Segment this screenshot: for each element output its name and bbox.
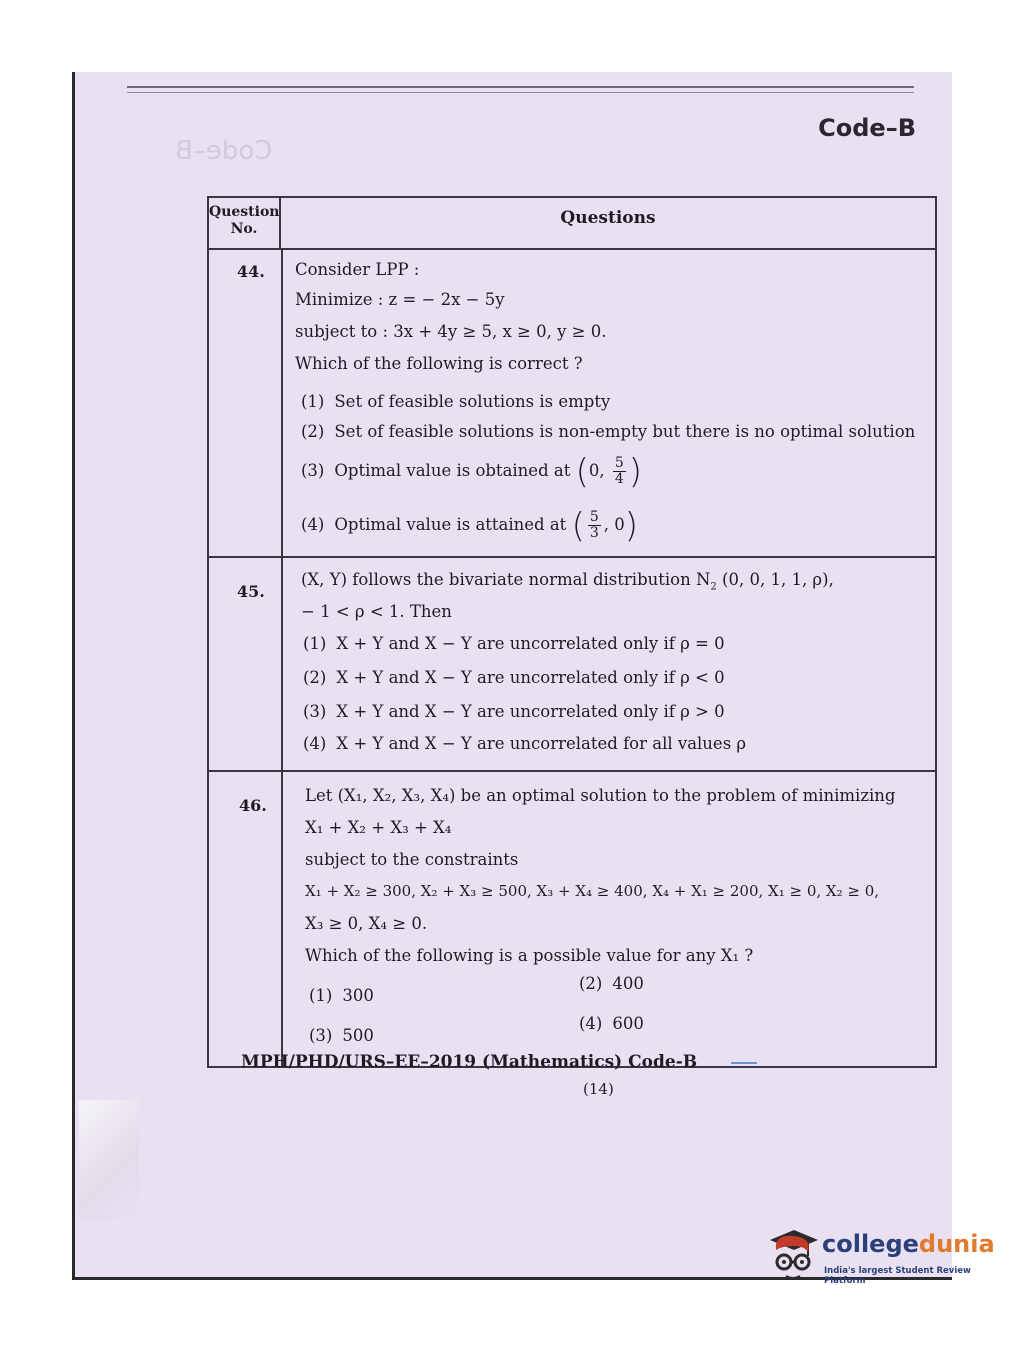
brand-accent: dunia [918, 1230, 995, 1258]
q44-option-3 [301, 451, 643, 492]
option-text: X + Y and X − Y are uncorrelated only if ρ > 0 [336, 702, 725, 721]
option-text: 300 [342, 986, 374, 1005]
page-top-rule-thin [127, 92, 914, 93]
option-text: Optimal value is obtained at [334, 461, 571, 480]
point-y: , 0 [603, 515, 625, 534]
fraction-numerator: 5 [614, 455, 624, 471]
option-text: Set of feasible solutions is empty [334, 392, 611, 411]
q46-line-4: X₁ + X₂ ≥ 300, X₂ + X₃ ≥ 500, X₃ + X₄ ≥ 400, X₄ + X₁ ≥ 200, X₁ ≥ 0, X₂ ≥ 0, [305, 882, 880, 900]
paper-footer-title: MPH/PHD/URS–EE–2019 (Mathematics) Code-B [241, 1052, 698, 1072]
column-header-question-no: Question No. [209, 198, 281, 248]
q44-line-1: Consider LPP : [295, 260, 420, 279]
paper-code: Code–B [818, 114, 916, 142]
option-text: 500 [342, 1026, 374, 1045]
option-number: (1) [309, 986, 333, 1005]
q45-option-4 [303, 734, 746, 753]
q44-option-4 [301, 505, 639, 546]
q45-option-2 [303, 668, 725, 687]
subscript: 2 [710, 581, 717, 593]
mascot-icon [764, 1222, 822, 1282]
collegedunia-watermark [760, 1218, 1000, 1308]
paren-open: ( [571, 505, 585, 546]
option-text: Set of feasible solutions is non-empty but there is no optimal solution [334, 422, 916, 441]
q44-line-2: Minimize : z = − 2x − 5y [295, 290, 505, 309]
option-number: (2) [303, 668, 327, 687]
bleed-through-code: Code–B [175, 136, 273, 166]
question-number-45: 45. [237, 582, 265, 601]
page-top-rule [127, 86, 914, 88]
q45-line-1 [301, 570, 834, 592]
q44-line-4: Which of the following is correct ? [295, 354, 583, 373]
brand-main: college [822, 1230, 919, 1258]
page-fold-corner [79, 1100, 139, 1220]
q45-option-3 [303, 702, 725, 721]
fraction-5-3 [588, 510, 601, 541]
q46-line-2: X₁ + X₂ + X₃ + X₄ [305, 818, 452, 837]
column-divider [281, 248, 283, 1066]
q45-option-1 [303, 634, 725, 653]
option-number: (3) [309, 1026, 333, 1045]
row-divider [209, 770, 935, 772]
paren-close: ) [624, 505, 639, 546]
q46-line-5: X₃ ≥ 0, X₄ ≥ 0. [305, 914, 428, 933]
brand-name [822, 1230, 995, 1258]
option-text: 400 [612, 974, 644, 993]
paren-close: ) [628, 451, 643, 492]
q44-option-2 [301, 422, 915, 441]
option-number: (2) [579, 974, 603, 993]
question-number-44: 44. [237, 262, 265, 281]
q44-option-1 [301, 392, 610, 411]
brand-tagline: India's largest Student Review Platform [824, 1266, 971, 1286]
q46-option-3 [309, 1026, 374, 1045]
column-header-questions: Questions [560, 208, 656, 228]
option-number: (3) [301, 461, 325, 480]
option-number: (4) [301, 515, 325, 534]
question-number-46: 46. [239, 796, 267, 815]
q46-line-6: Which of the following is a possible value for any X₁ ? [305, 946, 754, 965]
table-header [209, 198, 935, 250]
paren-open: ( [575, 451, 589, 492]
option-text: X + Y and X − Y are uncorrelated for all values ρ [336, 734, 747, 753]
q45-line-2: − 1 < ρ < 1. Then [301, 602, 452, 621]
scanned-page [72, 72, 952, 1280]
fraction-5-4 [613, 456, 626, 487]
row-divider [209, 556, 935, 558]
option-number: (2) [301, 422, 325, 441]
option-number: (1) [303, 634, 327, 653]
q46-option-2 [579, 974, 644, 993]
q46-line-3: subject to the constraints [305, 850, 519, 869]
questions-table [207, 196, 937, 1068]
q46-option-4 [579, 1014, 644, 1033]
option-number: (3) [303, 702, 327, 721]
fraction-denominator: 4 [614, 471, 624, 487]
q44-line-3: subject to : 3x + 4y ≥ 5, x ≥ 0, y ≥ 0. [295, 322, 607, 341]
page-number: (14) [583, 1080, 614, 1098]
q46-line-1: Let (X₁, X₂, X₃, X₄) be an optimal solution to the problem of minimizing [305, 786, 896, 805]
q45-line-1-text: (X, Y) follows the bivariate normal distribution N [301, 570, 711, 589]
option-text: X + Y and X − Y are uncorrelated only if ρ = 0 [336, 634, 725, 653]
fraction-denominator: 3 [589, 525, 599, 541]
option-number: (4) [579, 1014, 603, 1033]
pen-mark [731, 1062, 757, 1064]
point-x: 0, [588, 461, 605, 480]
option-text: 600 [612, 1014, 644, 1033]
fraction-numerator: 5 [589, 509, 599, 525]
q46-option-1 [309, 986, 374, 1005]
option-number: (1) [301, 392, 325, 411]
option-number: (4) [303, 734, 327, 753]
option-text: X + Y and X − Y are uncorrelated only if ρ < 0 [336, 668, 725, 687]
q45-line-1-params: (0, 0, 1, 1, ρ), [716, 570, 834, 589]
option-text: Optimal value is attained at [334, 515, 567, 534]
